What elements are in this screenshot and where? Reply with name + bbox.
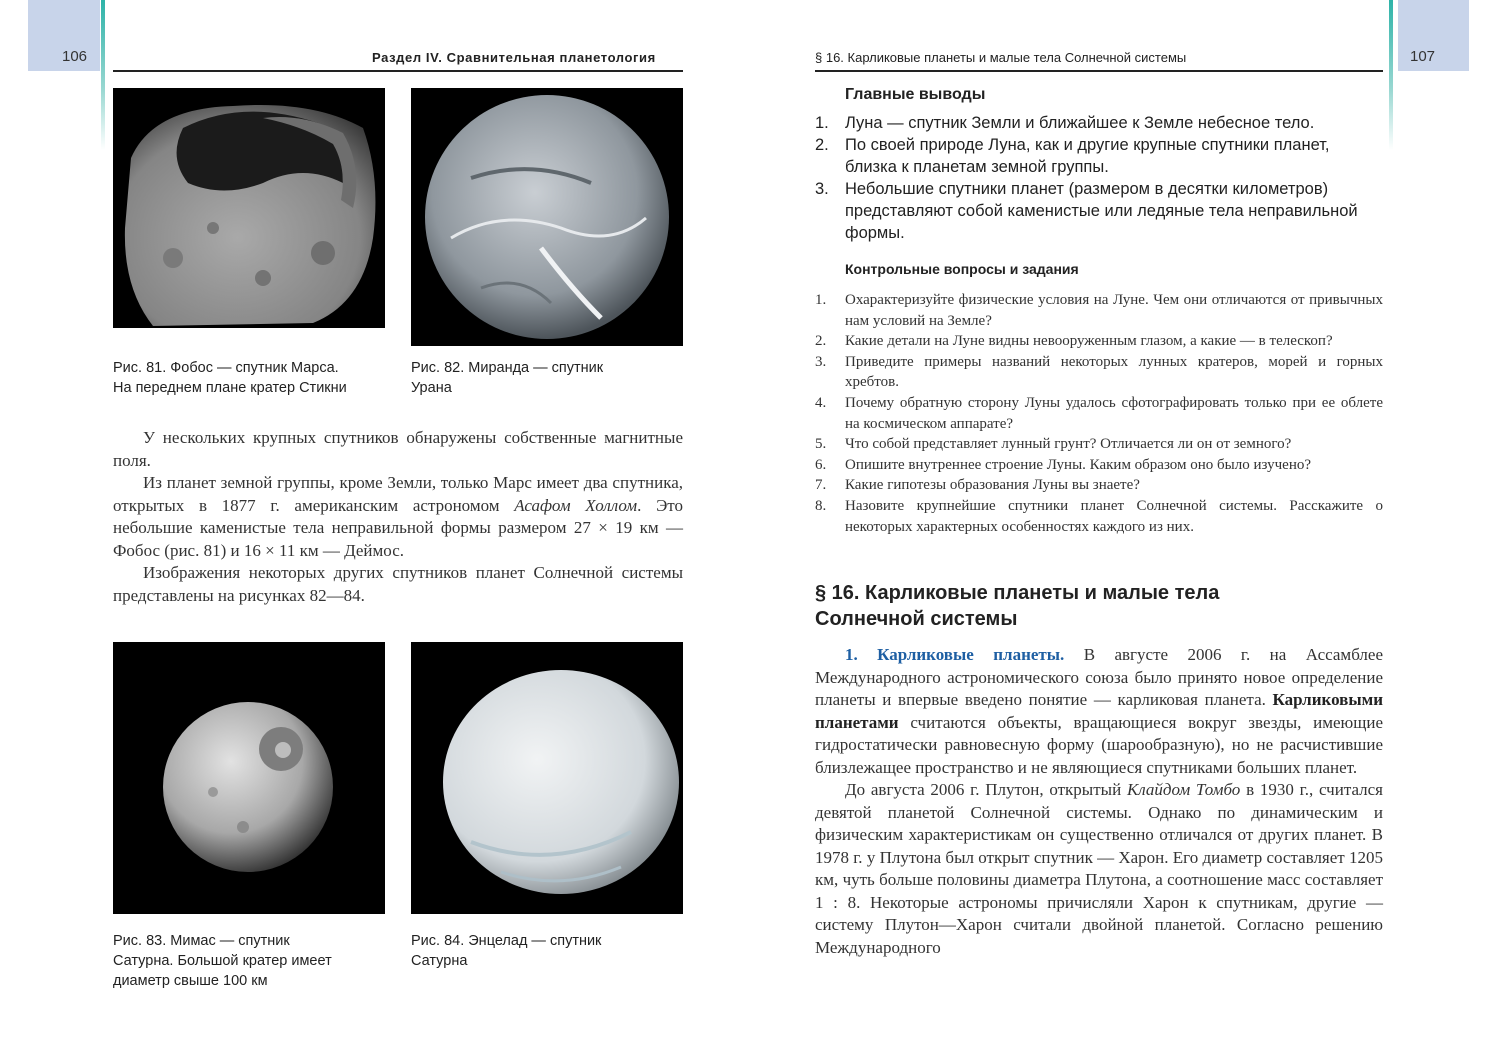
left-header-rule bbox=[113, 70, 683, 72]
fig81-caption-line1: Рис. 81. Фобос — спутник Марса. bbox=[113, 360, 339, 376]
fig83-caption-line3: диаметр свыше 100 км bbox=[113, 973, 268, 989]
question-item-2 bbox=[815, 331, 1383, 352]
question-number: 5. bbox=[815, 436, 827, 453]
conclusion-item-2 bbox=[815, 134, 1383, 178]
conclusion-text: По своей природе Луна, как и другие крупные спутники планет, близка к планетам земной группы. bbox=[845, 136, 1330, 176]
question-text: Назовите крупнейшие спутники планет Солнечной системы. Расскажите о некоторых характерных особенностях каждого из них. bbox=[845, 497, 1383, 535]
question-item-8 bbox=[815, 496, 1383, 537]
right-paragraph-1-text-b: считаются объекты, вращающиеся вокруг звезды, имеющие гидростатически равновесную форму (шарообразную), но не расчистившие близлежащее пространство и не являющиеся спутниками больших планет. bbox=[815, 712, 1383, 777]
question-text: Какие детали на Луне видны невооруженным глазом, а какие — в телескоп? bbox=[845, 333, 1333, 350]
question-text: Почему обратную сторону Луны удалось сфотографировать только при ее облете на космическом аппарате? bbox=[845, 394, 1383, 432]
question-text: Опишите внутреннее строение Луны. Каким образом оно было изучено? bbox=[845, 456, 1312, 473]
question-number: 6. bbox=[815, 456, 827, 473]
term-dwarf-planets: Карликовыми планетами bbox=[815, 690, 1383, 732]
question-number: 1. bbox=[815, 292, 827, 308]
question-item-3 bbox=[815, 352, 1383, 393]
left-paragraph-1: У нескольких крупных спутников обнаружены собственные магнитные поля. bbox=[113, 428, 683, 470]
right-paragraph-1-text-a: В августе 2006 г. на Ассамблее Международного астрономического союза было принято новое определение планеты и впервые введено понятие — карликовая планета. bbox=[815, 645, 1383, 709]
question-text: Охарактеризуйте физические условия на Луне. Чем они отличаются от привычных нам условий на Земле? bbox=[845, 292, 1383, 329]
conclusion-number: 3. bbox=[815, 180, 829, 198]
question-item-7 bbox=[815, 475, 1383, 496]
right-paragraph-2-text-a: До августа 2006 г. Плутон, открытый bbox=[845, 780, 1127, 799]
fig82-caption-line1: Рис. 82. Миранда — спутник bbox=[411, 360, 604, 376]
left-paragraph-3: Изображения некоторых других спутников планет Солнечной системы представлены на рисунках 82—84. bbox=[113, 563, 683, 605]
questions-list bbox=[815, 290, 1383, 537]
question-text: Что собой представляет лунный грунт? Отличается ли он от земного? bbox=[845, 436, 1292, 453]
conclusions-title: Главные выводы bbox=[845, 86, 986, 103]
fig83-caption-line2: Сатурна. Большой кратер имеет bbox=[113, 953, 332, 969]
fig83-caption-line1: Рис. 83. Мимас — спутник bbox=[113, 933, 290, 949]
question-item-5 bbox=[815, 434, 1383, 455]
question-text: Какие гипотезы образования Луны вы знаете? bbox=[845, 477, 1140, 494]
right-paragraph-2 bbox=[815, 779, 1383, 959]
question-item-6 bbox=[815, 455, 1383, 476]
conclusion-item-3 bbox=[815, 178, 1383, 244]
question-number: 2. bbox=[815, 333, 827, 350]
question-number: 8. bbox=[815, 497, 827, 514]
fig81-phobos-photo bbox=[113, 88, 385, 328]
conclusions-list bbox=[815, 112, 1383, 244]
fig82-caption-line2: Урана bbox=[411, 380, 452, 396]
right-page-number: 107 bbox=[1410, 48, 1436, 65]
right-body-text bbox=[815, 644, 1383, 959]
astronomer-name: Асафом Холлом bbox=[514, 495, 638, 515]
question-number: 4. bbox=[815, 394, 827, 411]
discoverer-name: Клайдом Томбо bbox=[1126, 780, 1241, 799]
questions-title: Контрольные вопросы и задания bbox=[845, 261, 1079, 277]
fig84-enceladus-photo bbox=[411, 642, 683, 914]
left-page-number: 106 bbox=[62, 48, 88, 65]
right-running-header: § 16. Карликовые планеты и малые тела Солнечной системы bbox=[815, 50, 1187, 65]
question-item-1 bbox=[815, 290, 1383, 331]
left-paragraph-2-text-a: Из планет земной группы, кроме Земли, только Марс имеет два спутника, открытых в 1877 г. американским астрономом bbox=[113, 473, 683, 515]
fig84-caption-line2: Сатурна bbox=[411, 953, 468, 969]
left-body-text bbox=[113, 427, 683, 607]
left-running-header: Раздел IV. Сравнительная планетология bbox=[372, 50, 656, 65]
question-item-4 bbox=[815, 393, 1383, 434]
fig84-caption bbox=[411, 931, 601, 971]
conclusion-text: Небольшие спутники планет (размером в десятки километров) представляют собой каменистые или ледяные тела неправильной формы. bbox=[845, 180, 1358, 242]
conclusion-text: Луна — спутник Земли и ближайшее к Земле небесное тело. bbox=[845, 114, 1315, 132]
fig82-caption bbox=[411, 358, 603, 398]
fig81-caption bbox=[113, 358, 347, 398]
left-paragraph-2 bbox=[113, 472, 683, 562]
fig84-caption-line1: Рис. 84. Энцелад — спутник bbox=[411, 933, 602, 949]
fig82-miranda-photo bbox=[411, 88, 683, 346]
right-page-edge-stripe bbox=[1389, 0, 1393, 150]
left-paragraph-2-text-b: . Это небольшие каменистые тела неправильной формы размером 27 × 19 км — Фобос (рис. 81) и 16 × 11 км — Деймос. bbox=[113, 495, 683, 560]
right-paragraph-2-text-b: в 1930 г., считался девятой планетой Солнечной системы. Однако по динамическим и физическим характеристикам он существенно отличался от других планет. В 1978 г. у Плутона был открыт спутник — Харон. Его диаметр составляет 1205 км, чуть больше половины диаметра Плутона, а соотношение масс составляет 1 : 8. Некоторые астрономы причисляли Харон к спутникам, другие — систему Плутон—Харон считали двойной планетой. Согласно решению Международного bbox=[815, 780, 1384, 957]
conclusion-item-1 bbox=[815, 112, 1383, 134]
conclusion-number: 2. bbox=[815, 136, 829, 154]
section-title-line1: § 16. Карликовые планеты и малые тела bbox=[815, 582, 1220, 604]
question-text: Приведите примеры названий некоторых лунных кратеров, морей и горных хребтов. bbox=[845, 353, 1383, 391]
section-title bbox=[815, 580, 1219, 632]
question-number: 3. bbox=[815, 353, 827, 370]
right-paragraph-1 bbox=[815, 644, 1383, 779]
left-page-edge-stripe bbox=[101, 0, 105, 150]
conclusion-number: 1. bbox=[815, 114, 829, 132]
fig81-caption-line2: На переднем плане кратер Стикни bbox=[113, 380, 347, 396]
right-header-rule bbox=[815, 70, 1383, 72]
question-number: 7. bbox=[815, 477, 827, 494]
subsection-heading: 1. Карликовые планеты. bbox=[845, 645, 1065, 664]
fig83-mimas-photo bbox=[113, 642, 385, 914]
fig83-caption bbox=[113, 931, 332, 991]
section-title-line2: Солнечной системы bbox=[815, 608, 1018, 630]
